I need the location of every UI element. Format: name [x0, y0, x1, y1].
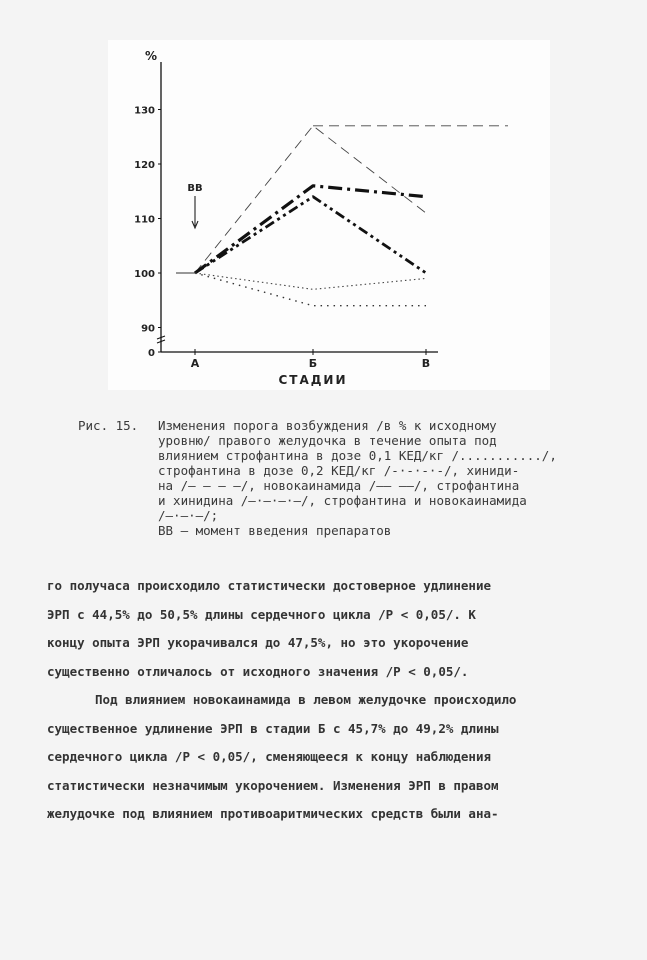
body-line: ЭРП с 44,5% до 50,5% длины сердечного цикла /Р < 0,05/. К — [47, 606, 476, 622]
x-category-label: В — [421, 357, 431, 370]
caption-label: Рис. 15. — [78, 418, 139, 433]
chart-panel — [108, 40, 550, 390]
body-line: существенно отличалось от исходного значения /Р < 0,05/. — [47, 663, 469, 679]
y-tick-label: 100 — [134, 269, 155, 280]
body-line: существенное удлинение ЭРП в стадии Б с 45,7% до 49,2% длины — [47, 720, 499, 736]
series-line — [195, 126, 426, 273]
injection-annotation: ВВ — [187, 183, 203, 194]
y-tick-label: 0 — [148, 348, 155, 359]
caption-line: Изменения порога возбуждения /в % к исходному — [158, 418, 497, 433]
y-tick-label: 90 — [141, 323, 155, 335]
series-line — [195, 197, 426, 273]
y-axis-label: % — [144, 49, 158, 63]
caption-line: влиянием строфантина в дозе 0,1 КЕД/кг /.........../, — [158, 448, 557, 463]
x-axis-label: СТАДИИ — [278, 373, 348, 387]
body-line: концу опыта ЭРП укорачивался до 47,5%, но это укорочение — [47, 635, 469, 650]
y-tick-label: 110 — [134, 214, 155, 226]
x-category-label: А — [190, 357, 200, 370]
body-line: сердечного цикла /Р < 0,05/, сменяющееся к концу наблюдения — [47, 749, 492, 764]
chart-series — [176, 126, 508, 306]
y-tick-label: 120 — [134, 160, 155, 171]
y-tick-label: 130 — [134, 105, 155, 117]
chart-labels — [134, 49, 430, 387]
caption-line: /—·—·—/; — [158, 508, 219, 523]
caption-line: на /– – – –/, новокаинамида /—— ——/, строфантина — [158, 478, 520, 493]
caption-text — [158, 418, 618, 538]
caption-line: ВВ – момент введения препаратов — [158, 523, 392, 538]
body-line: Под влиянием новокаинамида в левом желудочке происходило — [95, 692, 517, 707]
caption-line: строфантина в дозе 0,2 КЕД/кг /-·-·-·-/, хиниди- — [158, 463, 520, 478]
body-text — [47, 572, 617, 829]
caption-line: и хинидина /–·–·–·–/, строфантина и новокаинамида — [158, 493, 527, 508]
caption-line: уровню/ правого желудочка в течение опыта под — [158, 433, 497, 448]
line-chart — [108, 40, 550, 390]
body-line: статистически незначимым укорочением. Изменения ЭРП в правом — [47, 777, 499, 793]
x-category-label: Б — [308, 357, 318, 370]
series-line — [195, 273, 426, 289]
body-line: желудочке под влиянием противоаритмических средств были ана- — [47, 806, 499, 821]
chart-axes — [157, 62, 438, 355]
series-line — [195, 273, 426, 306]
body-line: го получаса происходило статистически достоверное удлинение — [47, 578, 492, 593]
